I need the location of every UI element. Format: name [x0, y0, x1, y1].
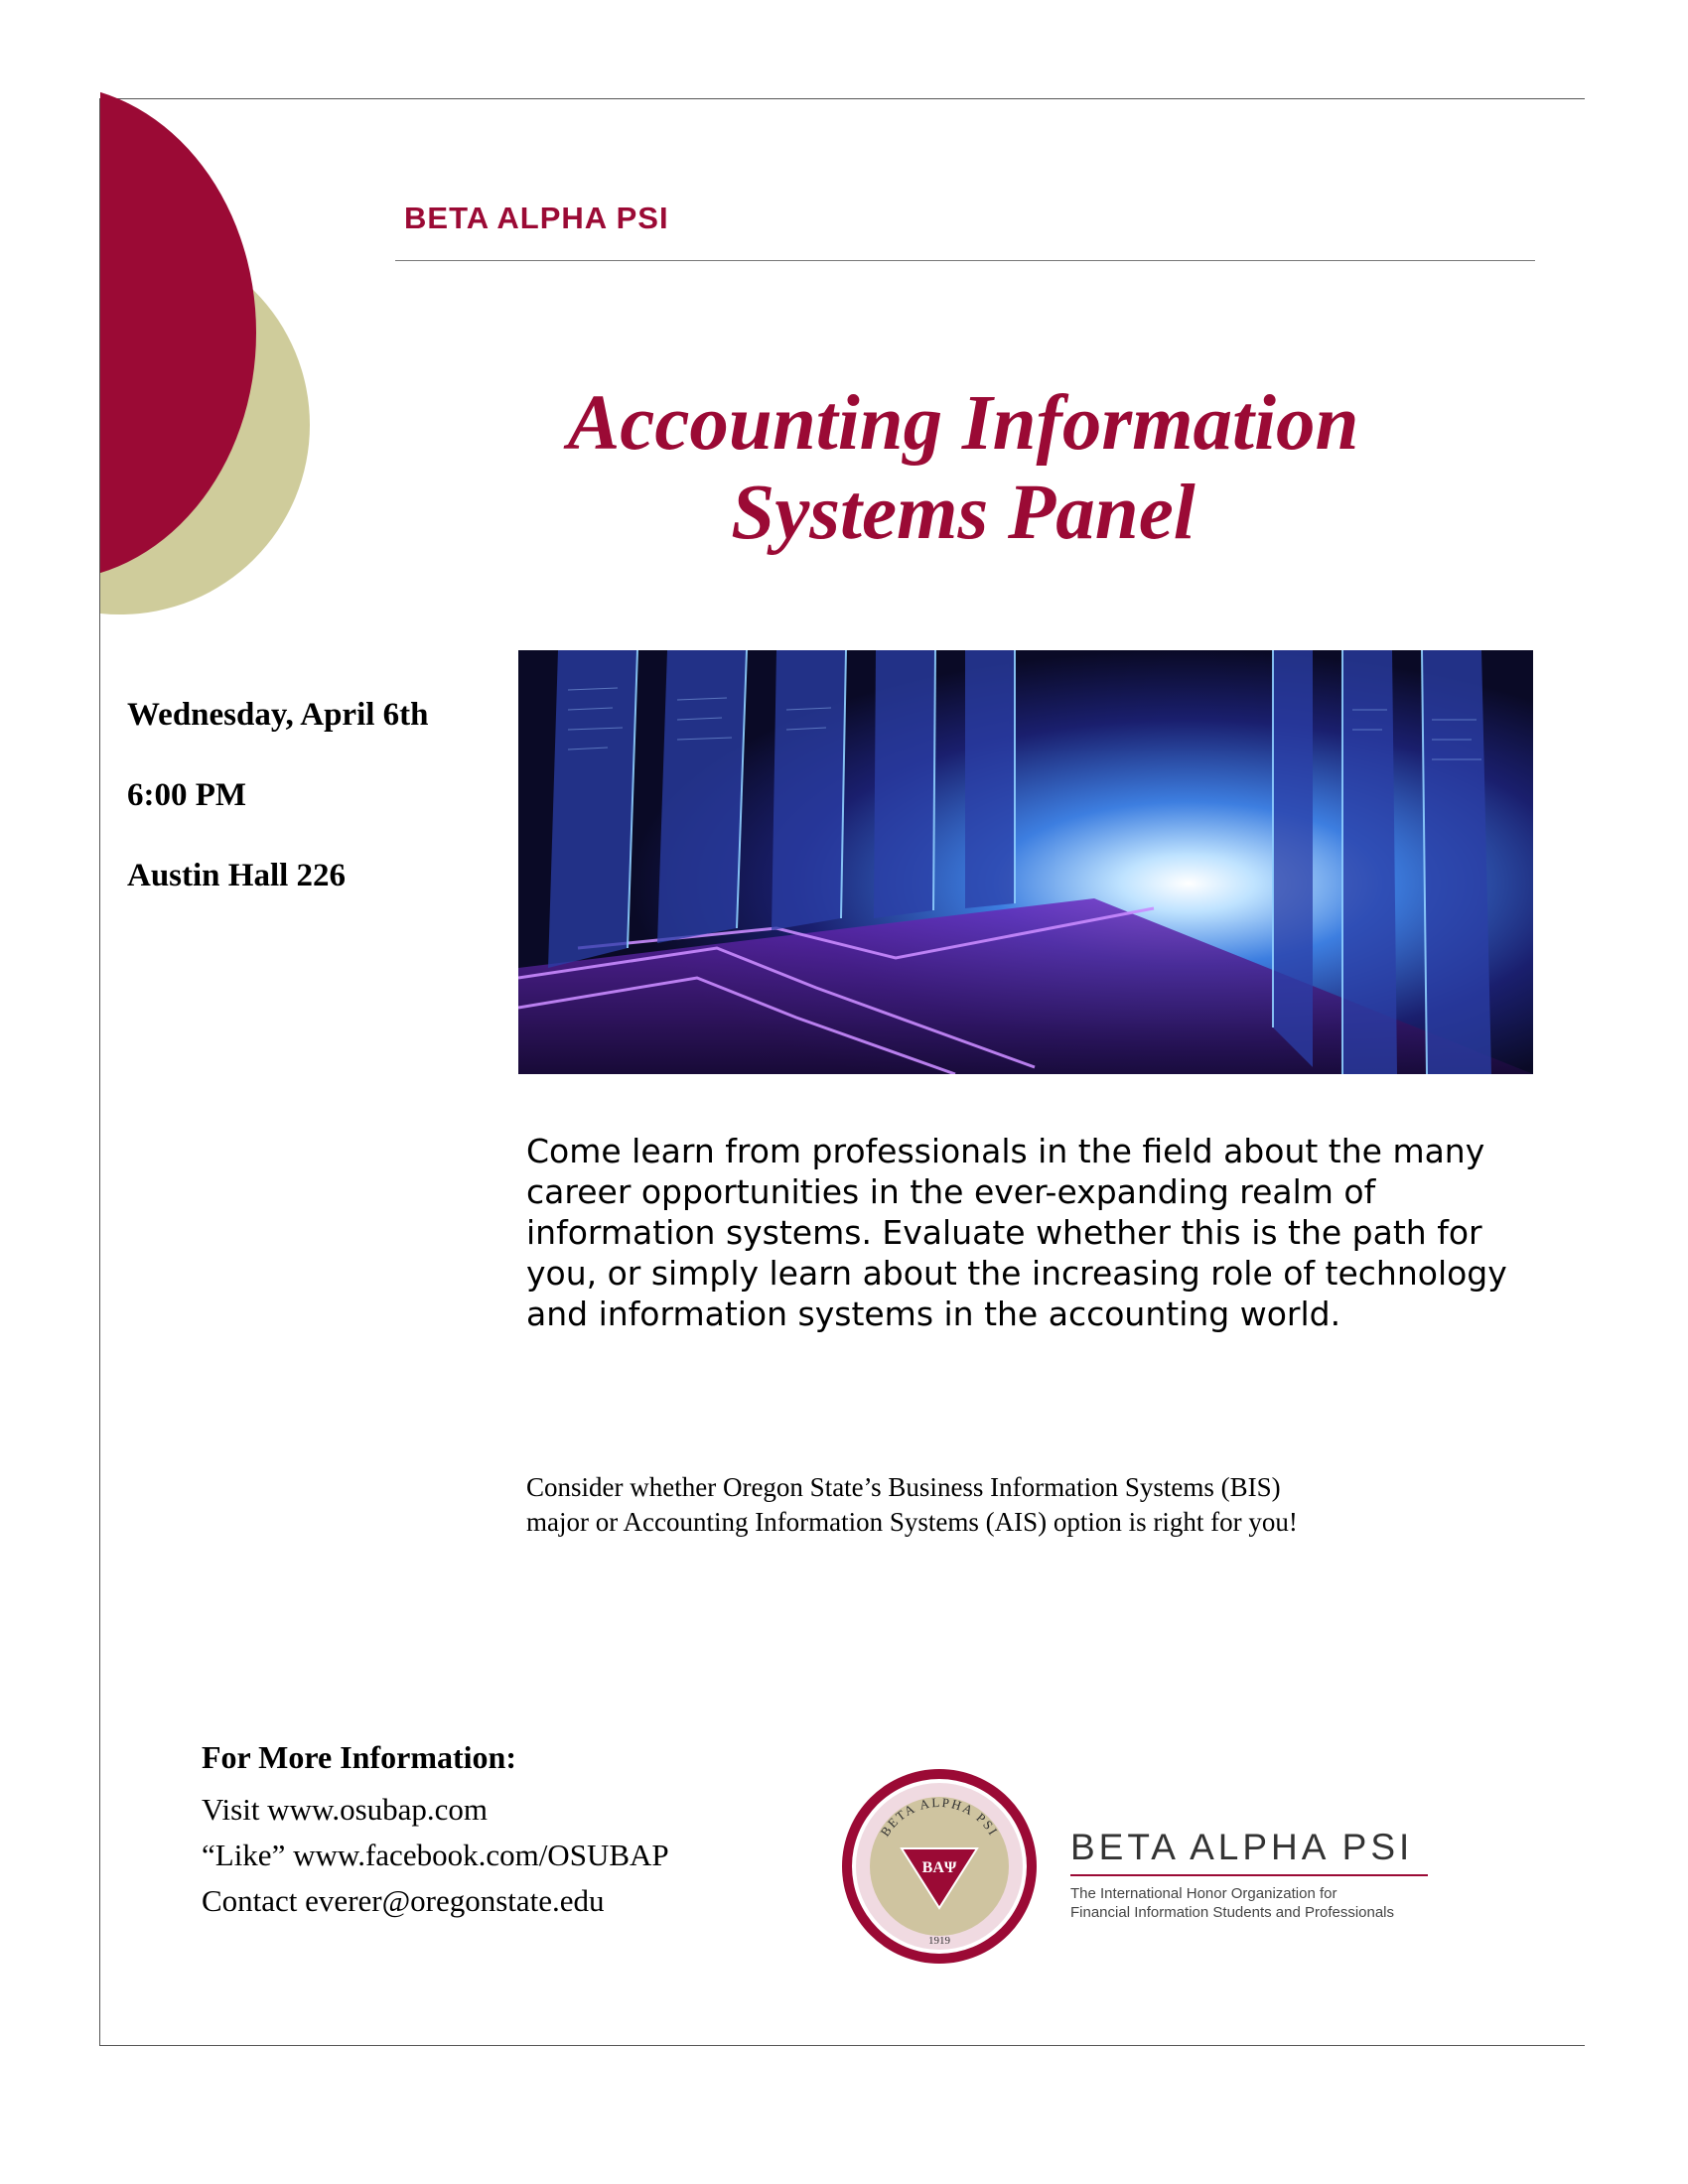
website-link[interactable]: Visit www.osubap.com	[202, 1792, 489, 1827]
logo-org-name: BETA ALPHA PSI	[1070, 1827, 1414, 1867]
logo-rule	[1070, 1874, 1428, 1876]
program-note-line-2: major or Accounting Information Systems (AIS) option is right for you!	[526, 1507, 1298, 1537]
event-date: Wednesday, April 6th	[127, 697, 429, 733]
seal-year: 1919	[928, 1935, 950, 1947]
header-rule	[395, 260, 1535, 261]
logo-tagline	[1070, 1884, 1468, 1922]
seal-letters: BAΨ	[921, 1859, 957, 1876]
event-location: Austin Hall 226	[127, 858, 347, 893]
frame-bottom-rule	[99, 2045, 1585, 2046]
seal-ring-text: BETA ALPHA PSI	[877, 1794, 1002, 1840]
program-note-line-1: Consider whether Oregon State’s Business Information Systems (BIS)	[526, 1472, 1281, 1502]
more-info-heading: For More Information:	[202, 1739, 516, 1775]
event-title-line-2: Systems Panel	[731, 470, 1196, 556]
event-description: Come learn from professionals in the field about the many career opportunities in the ever-expanding realm of information systems. Evaluate whether this is the path for you, or simply learn about the increasing role of technology and information systems in the accounting world.	[526, 1132, 1507, 1333]
hero-image	[518, 650, 1533, 1074]
contact-email[interactable]: Contact everer@oregonstate.edu	[202, 1883, 605, 1918]
frame-top-rule	[99, 98, 1585, 99]
org-title: BETA ALPHA PSI	[404, 201, 669, 235]
seal-graphic	[840, 1767, 1039, 1966]
event-title	[417, 379, 1509, 558]
event-title-line-1: Accounting Information	[567, 380, 1359, 467]
logo-tagline-line-2: Financial Information Students and Professionals	[1070, 1904, 1395, 1921]
facebook-link[interactable]: “Like” www.facebook.com/OSUBAP	[202, 1838, 669, 1872]
frame-left-rule	[99, 98, 100, 2046]
program-note	[526, 1470, 1559, 1540]
server-corridor-illustration	[518, 650, 1533, 1074]
left-margin-mask	[0, 0, 100, 2184]
event-time: 6:00 PM	[127, 777, 247, 813]
beta-alpha-psi-seal-logo	[840, 1767, 1039, 1966]
logo-tagline-line-1: The International Honor Organization for	[1070, 1885, 1337, 1902]
